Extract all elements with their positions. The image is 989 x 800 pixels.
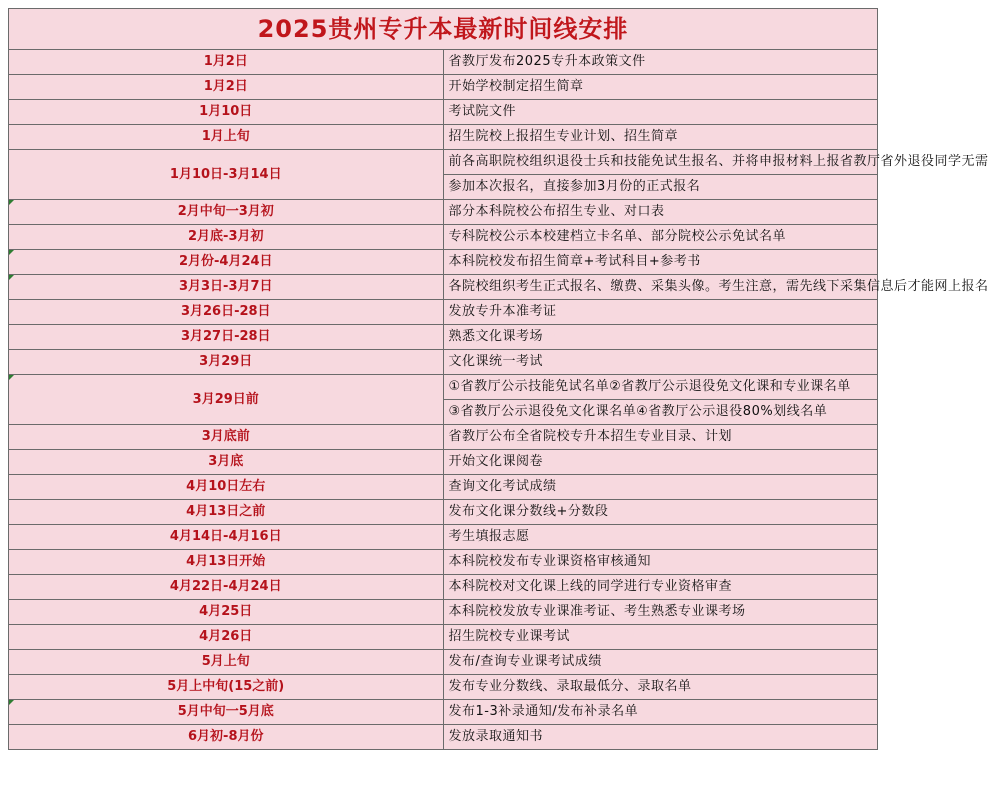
event-cell: ③省教厅公示退役免文化课名单④省教厅公示退役80%划线名单 — [443, 400, 878, 425]
date-cell: 4月22日-4月24日 — [9, 575, 444, 600]
date-cell: 3月27日-28日 — [9, 325, 444, 350]
table-row — [9, 675, 878, 700]
date-cell: 4月14日-4月16日 — [9, 525, 444, 550]
date-cell: 4月26日 — [9, 625, 444, 650]
table-row — [9, 425, 878, 450]
table-row — [9, 650, 878, 675]
table-row — [9, 525, 878, 550]
date-cell: 4月13日之前 — [9, 500, 444, 525]
event-cell: 发放专升本准考证 — [443, 300, 878, 325]
table-row — [9, 700, 878, 725]
table-row — [9, 625, 878, 650]
table-row — [9, 550, 878, 575]
date-cell: 3月3日-3月7日 — [9, 275, 444, 300]
event-cell: 部分本科院校公布招生专业、对口表 — [443, 200, 878, 225]
event-cell: 开始文化课阅卷 — [443, 450, 878, 475]
event-cell: 招生院校专业课考试 — [443, 625, 878, 650]
date-cell: 2月中旬一3月初 — [9, 200, 444, 225]
event-cell: 文化课统一考试 — [443, 350, 878, 375]
table-row — [9, 200, 878, 225]
date-cell: 3月底 — [9, 450, 444, 475]
event-cell: 省教厅公布全省院校专升本招生专业目录、计划 — [443, 425, 878, 450]
table-row — [9, 600, 878, 625]
event-cell: 发放录取通知书 — [443, 725, 878, 750]
schedule-sheet — [8, 8, 989, 796]
date-cell: 3月29日前 — [9, 375, 444, 425]
event-cell: 本科院校发布招生简章+考试科目+参考书 — [443, 250, 878, 275]
event-cell: 本科院校发放专业课准考证、考生熟悉专业课考场 — [443, 600, 878, 625]
event-cell: 发布文化课分数线+分数段 — [443, 500, 878, 525]
date-cell: 1月2日 — [9, 50, 444, 75]
event-cell: ①省教厅公示技能免试名单②省教厅公示退役免文化课和专业课名单 — [443, 375, 878, 400]
event-cell: 熟悉文化课考场 — [443, 325, 878, 350]
event-cell: 本科院校发布专业课资格审核通知 — [443, 550, 878, 575]
date-cell: 3月26日-28日 — [9, 300, 444, 325]
event-cell: 开始学校制定招生简章 — [443, 75, 878, 100]
table-row — [9, 275, 878, 300]
page-title: 2025贵州专升本最新时间线安排 — [9, 9, 878, 50]
date-cell: 4月10日左右 — [9, 475, 444, 500]
date-cell: 1月上旬 — [9, 125, 444, 150]
event-cell: 考试院文件 — [443, 100, 878, 125]
event-cell: 发布专业分数线、录取最低分、录取名单 — [443, 675, 878, 700]
table-row — [9, 150, 878, 175]
table-row — [9, 475, 878, 500]
event-cell: 发布/查询专业课考试成绩 — [443, 650, 878, 675]
date-cell: 5月中旬一5月底 — [9, 700, 444, 725]
table-row — [9, 75, 878, 100]
schedule-table — [8, 8, 989, 750]
table-row — [9, 50, 878, 75]
table-row — [9, 225, 878, 250]
table-row — [9, 450, 878, 475]
date-cell: 2月底-3月初 — [9, 225, 444, 250]
table-row — [9, 325, 878, 350]
date-cell: 5月上中旬(15之前) — [9, 675, 444, 700]
date-cell: 6月初-8月份 — [9, 725, 444, 750]
event-cell: 本科院校对文化课上线的同学进行专业资格审查 — [443, 575, 878, 600]
table-row — [9, 375, 878, 400]
date-cell: 4月13日开始 — [9, 550, 444, 575]
table-row — [9, 500, 878, 525]
date-cell: 5月上旬 — [9, 650, 444, 675]
table-row — [9, 725, 878, 750]
date-cell: 3月底前 — [9, 425, 444, 450]
date-cell: 1月10日 — [9, 100, 444, 125]
date-cell: 4月25日 — [9, 600, 444, 625]
event-cell: 前各高职院校组织退役士兵和技能免试生报名、并将申报材料上报省教厅省外退役同学无需 — [443, 150, 878, 175]
event-cell: 发布1-3补录通知/发布补录名单 — [443, 700, 878, 725]
table-row — [9, 250, 878, 275]
event-cell: 专科院校公示本校建档立卡名单、部分院校公示免试名单 — [443, 225, 878, 250]
event-cell: 参加本次报名，直接参加3月份的正式报名 — [443, 175, 878, 200]
event-cell: 省教厅发布2025专升本政策文件 — [443, 50, 878, 75]
table-row — [9, 300, 878, 325]
date-cell: 2月份-4月24日 — [9, 250, 444, 275]
date-cell: 1月10日-3月14日 — [9, 150, 444, 200]
table-row — [9, 575, 878, 600]
event-cell: 查询文化考试成绩 — [443, 475, 878, 500]
event-cell: 招生院校上报招生专业计划、招生简章 — [443, 125, 878, 150]
date-cell: 1月2日 — [9, 75, 444, 100]
table-row — [9, 100, 878, 125]
date-cell: 3月29日 — [9, 350, 444, 375]
table-row — [9, 350, 878, 375]
table-row — [9, 125, 878, 150]
event-cell: 各院校组织考生正式报名、缴费、采集头像。考生注意，需先线下采集信息后才能网上报名 — [443, 275, 878, 300]
event-cell: 考生填报志愿 — [443, 525, 878, 550]
title-row — [9, 9, 878, 50]
